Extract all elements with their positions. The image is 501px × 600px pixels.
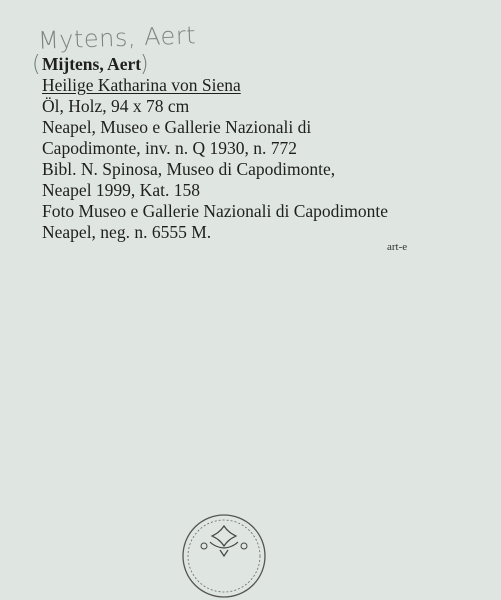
handwritten-annotation: Mytens, Aert [37,21,197,55]
artist-name: Mijtens, Aert [42,54,142,74]
medium-dimensions: Öl, Holz, 94 x 78 cm [42,96,190,116]
museum-stamp-icon [180,512,268,600]
bibliography-line-2: Neapel 1999, Kat. 158 [42,180,200,200]
photo-credit-line-1: Foto Museo e Gallerie Nazionali di Capodimonte [42,201,389,221]
catalog-entry [42,54,388,243]
artwork-title: Heilige Katharina von Siena [42,75,241,95]
archive-code: art-e [387,241,408,253]
location-line-1: Neapel, Museo e Gallerie Nazionali di [42,117,312,137]
photo-credit-line-2: Neapel, neg. n. 6555 M. [42,222,212,242]
location-line-2: Capodimonte, inv. n. Q 1930, n. 772 [42,138,298,158]
handwritten-paren-open: ( [32,52,41,77]
handwritten-paren-close: ) [140,52,149,77]
bibliography-line-1: Bibl. N. Spinosa, Museo di Capodimonte, [42,159,336,179]
